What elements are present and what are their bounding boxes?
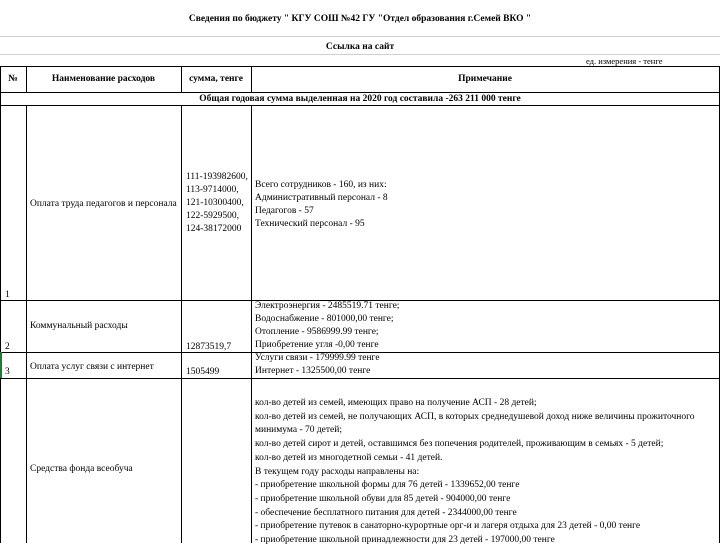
selected-cell-marker — [0, 352, 2, 378]
expense-name: Оплата услуг связи с интернет — [30, 362, 154, 372]
row-number: 2 — [5, 342, 10, 352]
gridline — [0, 36, 720, 37]
expense-name: Средства фонда всеобуча — [30, 464, 133, 474]
table-border — [26, 105, 27, 543]
note-line: минимума - 70 детей; — [255, 425, 342, 436]
unit-note: ед. измерения - тенге — [586, 56, 663, 66]
expense-name: Оплата труда педагогов и персонала — [30, 199, 177, 209]
amount-line: 122-5929500, — [186, 211, 240, 221]
note-line: Технический персонал - 95 — [255, 219, 365, 229]
note-line: Педагогов - 57 — [255, 206, 314, 216]
table-border — [0, 66, 1, 543]
table-border — [181, 105, 182, 543]
note-line: - приобретение путевок в санаторно-курортные орг-и и лагеря отдыха для 23 детей - 0,00 тенге — [255, 521, 641, 532]
note-line: кол-во детей из семей, не получающих АСП, в которых среднедушевой доход ниже величины прожиточного — [255, 411, 695, 422]
column-header-number: № — [8, 74, 18, 84]
note-line: - обеспечение бесплатного питания для детей - 2344000,00 тенге — [255, 507, 517, 518]
amount-value: 12873519,7 — [186, 342, 232, 352]
table-border — [0, 378, 720, 379]
column-header-expense-name: Наименование расходов — [51, 74, 156, 84]
note-line: - приобретение школьной принадлежности для 23 детей - 197000,00 тенге — [255, 535, 555, 546]
amount-line: 113-9714000, — [186, 185, 239, 195]
column-header-note: Примечание — [458, 74, 512, 84]
table-border — [251, 105, 252, 543]
note-line: В текущем году расходы направлены на: — [255, 466, 420, 477]
note-line: - приобретение школьной формы для 76 детей - 1339652,00 тенге — [255, 480, 520, 491]
amount-line: 111-193982600, — [186, 172, 248, 182]
expense-name: Коммунальный расходы — [30, 321, 128, 331]
note-line: кол-во детей сирот и детей, оставшимся без попечения родителей, проживающим в семьях - 5 детей; — [255, 439, 664, 450]
note-line: Услуги связи - 179999.99 тенге — [255, 353, 380, 363]
page-title: Сведения по бюджету " КГУ СОШ №42 ГУ "Отдел образования г.Семей ВКО " — [188, 14, 532, 24]
site-link[interactable]: Ссылка на сайт — [325, 42, 395, 52]
total-row: Общая годовая сумма выделенная на 2020 год составила -263 211 000 тенге — [199, 94, 521, 104]
note-line: кол-во детей из многодетной семьи - 41 детей. — [255, 452, 443, 463]
row-number: 3 — [5, 367, 10, 377]
column-header-amount: сумма, тенге — [189, 74, 243, 84]
note-line: - приобретение школьной обуви для 85 детей - 904000,00 тенге — [255, 493, 511, 504]
amount-line: 124-38172000 — [186, 224, 242, 234]
table-border — [0, 105, 720, 106]
note-line: Отопление - 9586999.99 тенге; — [255, 327, 379, 337]
note-line: Административный персонал - 8 — [255, 193, 388, 203]
row-number: 1 — [5, 290, 10, 300]
note-line: Электроэнергия - 2485519.71 тенге; — [255, 301, 400, 311]
note-line: Всего сотрудников - 160, из них: — [255, 180, 387, 190]
amount-line: 121-10300400, — [186, 198, 244, 208]
amount-value: 1505499 — [186, 367, 220, 377]
note-line: Приобретение угля -0,00 тенге — [255, 340, 379, 350]
note-line: Интернет - 1325500,00 тенге — [255, 366, 371, 376]
note-line: Водоснабжение - 801000,00 тенге; — [255, 314, 394, 324]
note-line: кол-во детей из семей, имеющих право на получение АСП - 28 детей; — [255, 398, 537, 408]
